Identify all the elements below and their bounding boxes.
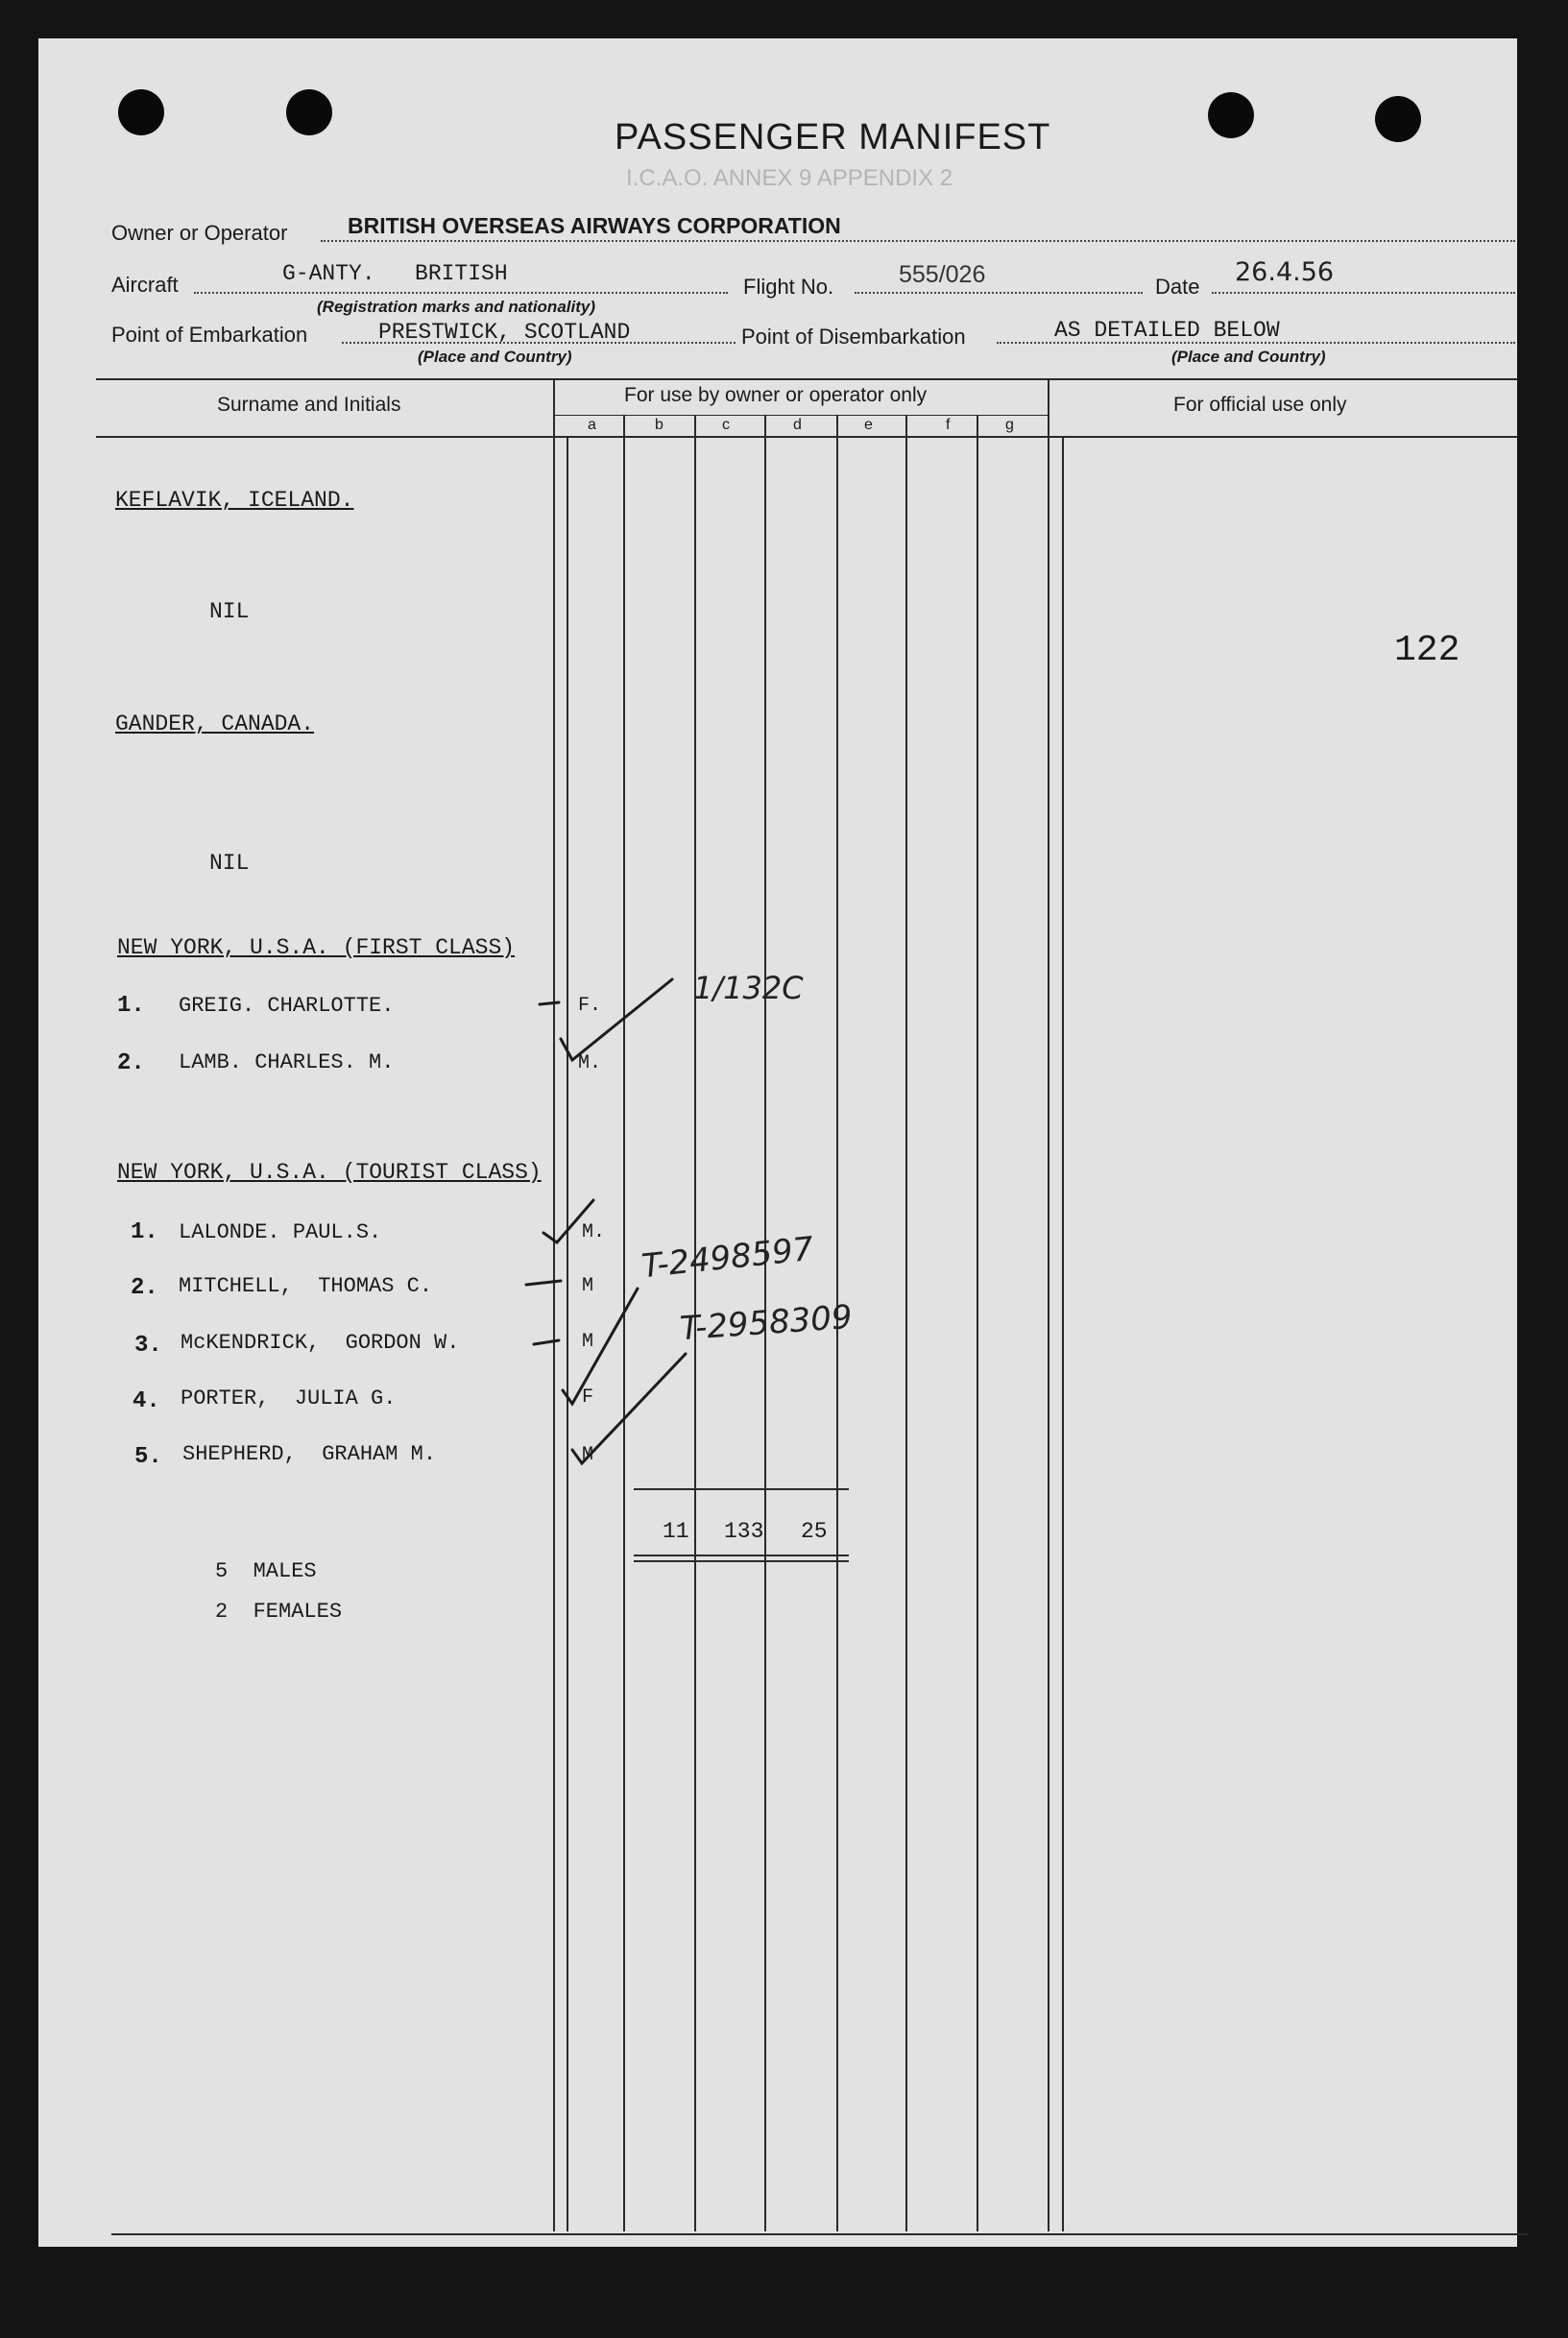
passenger-number: 2. [117,1050,145,1076]
passenger-number: 1. [117,993,145,1019]
totals-top-rule [634,1488,849,1490]
subcol-c: c [722,417,730,433]
passenger-sex: F. [578,995,602,1017]
punch-hole [118,89,164,135]
subcol-g: g [1005,417,1014,433]
passenger-number: 2. [131,1275,158,1301]
section-tourist-class: NEW YORK, U.S.A. (TOURIST CLASS) [117,1160,542,1185]
punch-hole [286,89,332,135]
aircraft-note: (Registration marks and nationality) [317,298,595,316]
passenger-sex: M [582,1331,594,1353]
totals-bottom-rule [634,1555,849,1556]
subcol-f: f [946,417,951,433]
passenger-name: GREIG. CHARLOTTE. [179,994,395,1018]
col-divider [567,436,568,2231]
section-first-class: NEW YORK, U.S.A. (FIRST CLASS) [117,935,516,960]
passenger-name: MITCHELL, THOMAS C. [179,1274,433,1298]
handwritten-first-class-note: 1/132C [693,970,804,1006]
section-gander: GANDER, CANADA. [115,711,315,736]
passenger-sex: M [582,1444,594,1466]
col-divider [905,415,907,2231]
passenger-name: SHEPHERD, GRAHAM M. [182,1442,437,1466]
passenger-sex: F [582,1386,594,1409]
subcol-b: b [655,417,663,433]
operator-subcol-rule [553,415,1049,416]
owner-value: BRITISH OVERSEAS AIRWAYS CORPORATION [348,213,841,238]
table-top-rule [96,378,1517,380]
punch-hole [1208,92,1254,138]
surname-col-header: Surname and Initials [217,394,401,416]
date-label: Date [1155,275,1200,299]
total-c: 133 [724,1519,764,1544]
aircraft-value: G-ANTY. BRITISH [282,261,508,286]
disembark-value: AS DETAILED BELOW [1054,318,1280,343]
owner-label: Owner or Operator [111,221,288,245]
passenger-sex: M [582,1275,594,1297]
totals-bottom-rule [634,1560,849,1562]
flight-value: 555/026 [899,261,986,288]
passenger-sex: M. [578,1052,602,1074]
summary-males: 5 MALES [215,1559,317,1583]
summary-females: 2 FEMALES [215,1600,343,1624]
form-subtitle: I.C.A.O. ANNEX 9 APPENDIX 2 [626,165,953,191]
disembark-note: (Place and Country) [1171,348,1326,366]
col-divider [977,415,978,2231]
manifest-page [38,38,1517,2247]
passenger-name: LALONDE. PAUL.S. [179,1220,382,1244]
date-value: 26.4.56 [1235,257,1335,287]
aircraft-label: Aircraft [111,273,179,297]
passenger-name: PORTER, JULIA G. [181,1386,397,1410]
flight-label: Flight No. [743,275,834,299]
col-divider [1048,378,1049,2231]
passenger-number: 1. [131,1219,158,1245]
passenger-number: 4. [133,1388,160,1414]
operator-col-header: For use by owner or operator only [624,384,928,406]
handwritten-ticket-b: T-2958309 [678,1297,854,1349]
total-b: 11 [663,1519,689,1544]
section-keflavik: KEFLAVIK, ICELAND. [115,488,354,513]
embark-label: Point of Embarkation [111,323,308,347]
table-header-rule [96,436,1517,438]
handwritten-ticket-a: T-2498597 [639,1229,816,1287]
col-divider [1062,436,1064,2231]
passenger-name: LAMB. CHARLES. M. [179,1050,395,1074]
col-divider [553,378,555,2231]
passenger-name: McKENDRICK, GORDON W. [181,1331,460,1355]
gander-nil: NIL [209,851,250,876]
subcol-e: e [864,417,873,433]
disembark-label: Point of Disembarkation [741,325,966,349]
page-number: 122 [1394,630,1460,671]
form-title: PASSENGER MANIFEST [615,117,1051,157]
subcol-a: a [588,417,596,433]
col-divider [623,415,625,2231]
embark-value: PRESTWICK, SCOTLAND [378,320,631,345]
total-d: 25 [801,1519,828,1544]
punch-hole [1375,96,1421,142]
subcol-d: d [793,417,802,433]
passenger-number: 3. [134,1333,162,1359]
keflavik-nil: NIL [209,599,250,624]
passenger-number: 5. [134,1444,162,1470]
passenger-sex: M. [582,1221,606,1243]
official-col-header: For official use only [1173,394,1347,416]
embark-note: (Place and Country) [418,348,572,366]
table-bottom-rule [111,2233,1529,2235]
